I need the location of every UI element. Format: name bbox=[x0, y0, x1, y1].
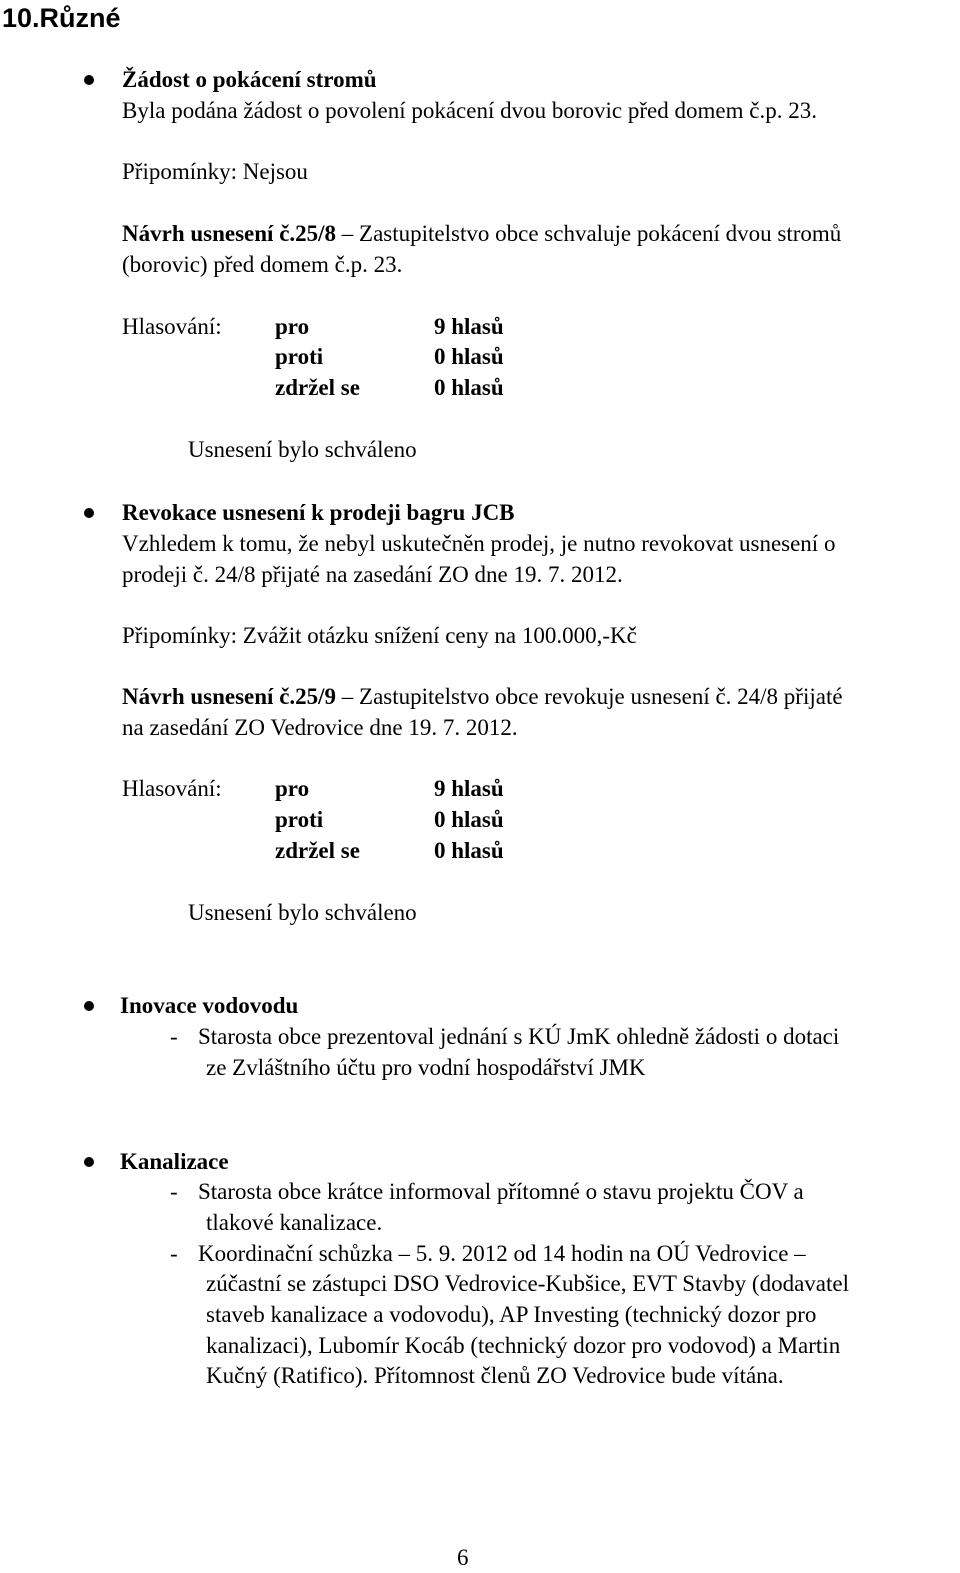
vote-label: Hlasování: bbox=[122, 776, 222, 801]
vote-count: 0 hlasů bbox=[434, 344, 504, 369]
proposal-text: – Zastupitelstvo obce revokuje usnesení č. 24/8 přijaté bbox=[336, 684, 843, 709]
sub-item-text: tlakové kanalizace. bbox=[206, 1210, 383, 1235]
vote-count: 9 hlasů bbox=[434, 776, 504, 801]
item-text: Vzhledem k tomu, že nebyl uskutečněn prodej, je nutno revokovat usnesení o bbox=[122, 531, 836, 556]
comments-line: Připomínky: Zvážit otázku snížení ceny na 100.000,-Kč bbox=[122, 623, 637, 648]
resolution-result: Usnesení bylo schváleno bbox=[188, 437, 417, 462]
bullet-icon bbox=[84, 1001, 94, 1011]
sub-item-text: Koordinační schůzka – 5. 9. 2012 od 14 hodin na OÚ Vedrovice – bbox=[198, 1241, 806, 1266]
bullet-icon bbox=[84, 508, 94, 518]
item-title-tree-felling: Žádost o pokácení stromů bbox=[122, 67, 377, 92]
vote-count: 0 hlasů bbox=[434, 807, 504, 832]
vote-option: zdržel se bbox=[275, 838, 360, 863]
sub-item-text: staveb kanalizace a vodovodu), AP Investing (technický dozor pro bbox=[206, 1302, 817, 1327]
vote-count: 0 hlasů bbox=[434, 838, 504, 863]
dash-marker: - bbox=[170, 1241, 178, 1266]
bullet-icon bbox=[84, 75, 94, 85]
page-number: 6 bbox=[457, 1545, 469, 1570]
proposal-label: Návrh usnesení č.25/9 bbox=[122, 684, 337, 709]
item-title-sewerage: Kanalizace bbox=[120, 1149, 229, 1174]
sub-item-text: ze Zvláštního účtu pro vodní hospodářství JMK bbox=[206, 1055, 646, 1080]
item-title-water-supply: Inovace vodovodu bbox=[120, 993, 299, 1018]
sub-item-text: Kučný (Ratifico). Přítomnost členů ZO Vedrovice bude vítána. bbox=[206, 1363, 784, 1388]
proposal-line bbox=[122, 218, 841, 249]
item-text: Byla podána žádost o povolení pokácení dvou borovic před domem č.p. 23. bbox=[122, 98, 817, 123]
vote-option: proti bbox=[275, 344, 324, 369]
sub-item-text: zúčastní se zástupci DSO Vedrovice-Kubšice, EVT Stavby (dodavatel bbox=[206, 1271, 849, 1296]
item-title-revocation: Revokace usnesení k prodeji bagru JCB bbox=[122, 500, 515, 525]
proposal-text-continued: (borovic) před domem č.p. 23. bbox=[122, 252, 403, 277]
proposal-line bbox=[122, 681, 843, 712]
sub-item-text: Starosta obce krátce informoval přítomné o stavu projektu ČOV a bbox=[198, 1179, 804, 1204]
vote-count: 9 hlasů bbox=[434, 314, 504, 339]
item-text: prodeji č. 24/8 přijaté na zasedání ZO dne 19. 7. 2012. bbox=[122, 562, 623, 587]
vote-count: 0 hlasů bbox=[434, 375, 504, 400]
proposal-text: – Zastupitelstvo obce schvaluje pokácení dvou stromů bbox=[336, 221, 842, 246]
proposal-text-continued: na zasedání ZO Vedrovice dne 19. 7. 2012. bbox=[122, 715, 518, 740]
dash-marker: - bbox=[170, 1024, 178, 1049]
vote-option: pro bbox=[275, 776, 310, 801]
comments-line: Připomínky: Nejsou bbox=[122, 159, 308, 184]
sub-item-text: Starosta obce prezentoval jednání s KÚ JmK ohledně žádosti o dotaci bbox=[198, 1024, 840, 1049]
resolution-result: Usnesení bylo schváleno bbox=[188, 900, 417, 925]
section-heading: 10.Různé bbox=[2, 3, 121, 33]
vote-label: Hlasování: bbox=[122, 314, 222, 339]
vote-option: zdržel se bbox=[275, 375, 360, 400]
sub-item-text: kanalizaci), Lubomír Kocáb (technický dozor pro vodovod) a Martin bbox=[206, 1333, 841, 1358]
bullet-icon bbox=[84, 1157, 94, 1167]
vote-option: proti bbox=[275, 807, 324, 832]
dash-marker: - bbox=[170, 1179, 178, 1204]
vote-option: pro bbox=[275, 314, 310, 339]
proposal-label: Návrh usnesení č.25/8 bbox=[122, 221, 337, 246]
